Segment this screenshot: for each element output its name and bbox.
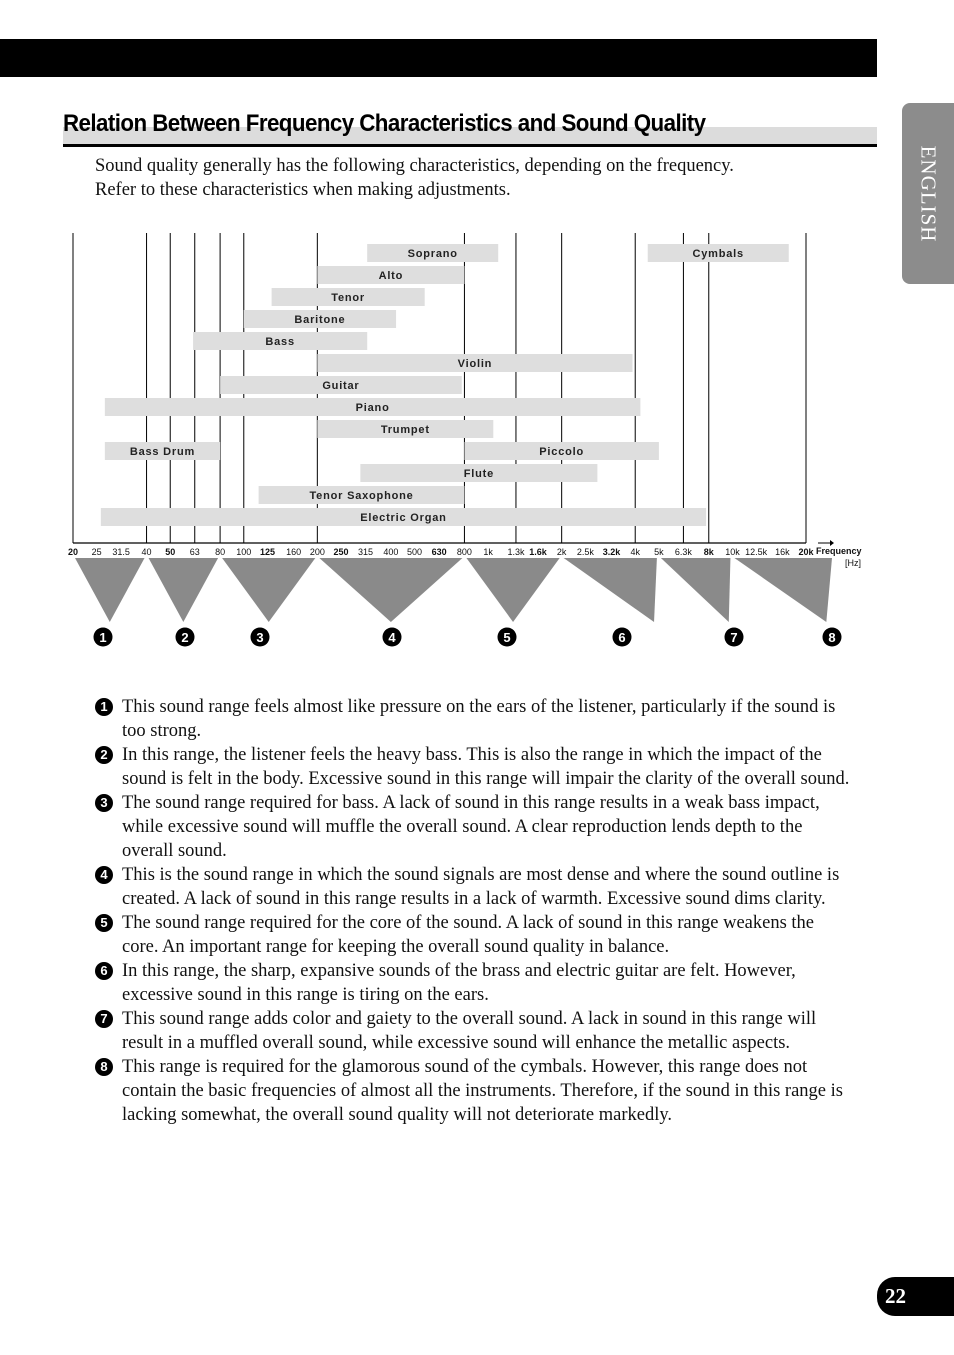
intro-text [95, 154, 855, 202]
x-tick-label: 160 [286, 547, 302, 557]
range-wedge [734, 558, 832, 622]
note-item [95, 695, 855, 743]
section-title: Relation Between Frequency Characteristics and Sound Quality [63, 110, 706, 137]
note-text: The sound range required for bass. A lack of sound in this range results in a weak bass impact, while excessive sound will muffle the overall sound. A clear reproduction lends depth to the overall sound. [122, 793, 820, 861]
intro-line: Sound quality generally has the following characteristics, depending on the frequency. [95, 156, 734, 176]
note-item [95, 1007, 855, 1055]
note-number-badge: 1 [95, 698, 113, 716]
x-tick-label: 20 [67, 547, 79, 557]
x-tick-label: 400 [383, 547, 399, 557]
note-item [95, 1055, 855, 1127]
range-number: 1 [99, 630, 107, 645]
range-number: 3 [256, 630, 264, 645]
note-item [95, 743, 855, 791]
language-tab-label: ENGLISH [916, 145, 941, 242]
x-tick-label: 10k [725, 547, 740, 557]
x-tick-label: 500 [407, 547, 423, 557]
note-number-badge: 5 [95, 914, 113, 932]
range-wedge [75, 558, 145, 622]
note-number-badge: 6 [95, 962, 113, 980]
range-wedge [564, 558, 657, 622]
x-tick-label: 20k [798, 547, 814, 557]
range-bar-label: Electric Organ [360, 512, 447, 524]
note-number-badge: 4 [95, 866, 113, 884]
range-bar-label: Guitar [322, 380, 360, 392]
range-number: 7 [730, 630, 738, 645]
x-tick-label: 25 [91, 547, 102, 557]
x-tick-label: 2.5k [576, 547, 594, 557]
notes-list [95, 695, 855, 1127]
range-bar-label: Alto [378, 270, 404, 282]
range-bar-label: Baritone [294, 314, 346, 326]
intro-line: Refer to these characteristics when making adjustments. [95, 180, 511, 200]
range-bar-label: Violin [457, 358, 493, 370]
x-tick-label: 50 [165, 547, 176, 557]
note-number-badge: 2 [95, 746, 113, 764]
note-text: In this range, the listener feels the heavy bass. This is also the range in which the impact of the sound is felt in the body. Excessive sound in this range will impair the clarity of the overall sound. [122, 745, 850, 789]
title-rule [63, 144, 877, 147]
range-bar-label: Cymbals [692, 248, 744, 260]
note-number-badge: 8 [95, 1058, 113, 1076]
range-bar-label: Trumpet [380, 424, 430, 436]
x-tick-label: 800 [456, 547, 472, 557]
note-item [95, 959, 855, 1007]
x-tick-label: 6.3k [674, 547, 692, 557]
note-text: This range is required for the glamorous sound of the cymbals. However, this range does not contain the basic frequencies of almost all the instruments. Therefore, if the sound in this range is lacking somewhat, the overall sound quality will not deteriorate markedly. [122, 1057, 843, 1125]
note-item [95, 863, 855, 911]
x-tick-label: 3.2k [602, 547, 621, 557]
range-wedge [149, 558, 219, 622]
x-tick-label: 315 [358, 547, 374, 557]
x-tick-label: 63 [189, 547, 200, 557]
x-tick-label: 100 [236, 547, 252, 557]
range-number: 6 [618, 630, 626, 645]
x-tick-label: 16k [775, 547, 790, 557]
range-wedge [661, 558, 731, 622]
page-number: 22 [877, 1277, 954, 1316]
x-tick-label: 80 [215, 547, 226, 557]
x-tick-label: 4k [630, 547, 640, 557]
x-axis-label: Frequency [816, 546, 862, 556]
range-bar-label: Soprano [407, 248, 458, 260]
x-tick-label: 200 [309, 547, 325, 557]
x-tick-label: 630 [431, 547, 447, 557]
range-bar-label: Flute [463, 468, 495, 480]
x-tick-label: 8k [703, 547, 714, 557]
x-tick-label: 12.5k [745, 547, 768, 557]
range-wedge [466, 558, 559, 622]
range-bar-label: Piccolo [539, 446, 585, 458]
range-bar-label: Tenor [331, 292, 366, 304]
x-tick-label: 5k [654, 547, 664, 557]
x-tick-label: 125 [259, 547, 275, 557]
note-text: The sound range required for the core of the sound. A lack of sound in this range weakens the core. An important range for keeping the overall sound quality in balance. [122, 913, 815, 957]
range-wedge [319, 558, 462, 622]
frequency-chart [0, 225, 954, 655]
range-wedge [222, 558, 315, 622]
range-bar-label: Bass [265, 336, 295, 348]
range-number: 4 [388, 630, 396, 645]
range-bar-label: Tenor Saxophone [309, 490, 414, 502]
x-tick-label: 1.3k [507, 547, 525, 557]
x-axis-unit: [Hz] [844, 558, 861, 568]
range-number: 2 [181, 630, 189, 645]
header-bar [0, 39, 877, 77]
x-tick-label: 1k [483, 547, 493, 557]
range-bar-label: Bass Drum [129, 446, 196, 458]
x-tick-label: 31.5 [112, 547, 130, 557]
x-tick-label: 1.6k [529, 547, 547, 557]
note-number-badge: 3 [95, 794, 113, 812]
range-bar-label: Piano [355, 402, 390, 414]
x-tick-label: 40 [141, 547, 152, 557]
note-item [95, 911, 855, 959]
note-text: This sound range feels almost like pressure on the ears of the listener, particularly if the sound is too strong. [122, 697, 836, 741]
range-number: 5 [503, 630, 511, 645]
note-text: This is the sound range in which the sound signals are most dense and where the sound outline is created. A lack of sound in this range results in a lack of warmth. Excessive sound dims clarity. [122, 865, 840, 909]
note-number-badge: 7 [95, 1010, 113, 1028]
note-text: In this range, the sharp, expansive sounds of the brass and electric guitar are felt. However, excessive sound in this range is tiring on the ears. [122, 961, 796, 1005]
note-text: This sound range adds color and gaiety to the overall sound. A lack in sound in this range will result in a muffled overall sound, while excessive sound will enhance the metallic aspects. [122, 1009, 817, 1053]
note-item [95, 791, 855, 863]
x-tick-label: 2k [556, 547, 567, 557]
x-tick-label: 250 [333, 547, 349, 557]
range-number: 8 [828, 630, 836, 645]
